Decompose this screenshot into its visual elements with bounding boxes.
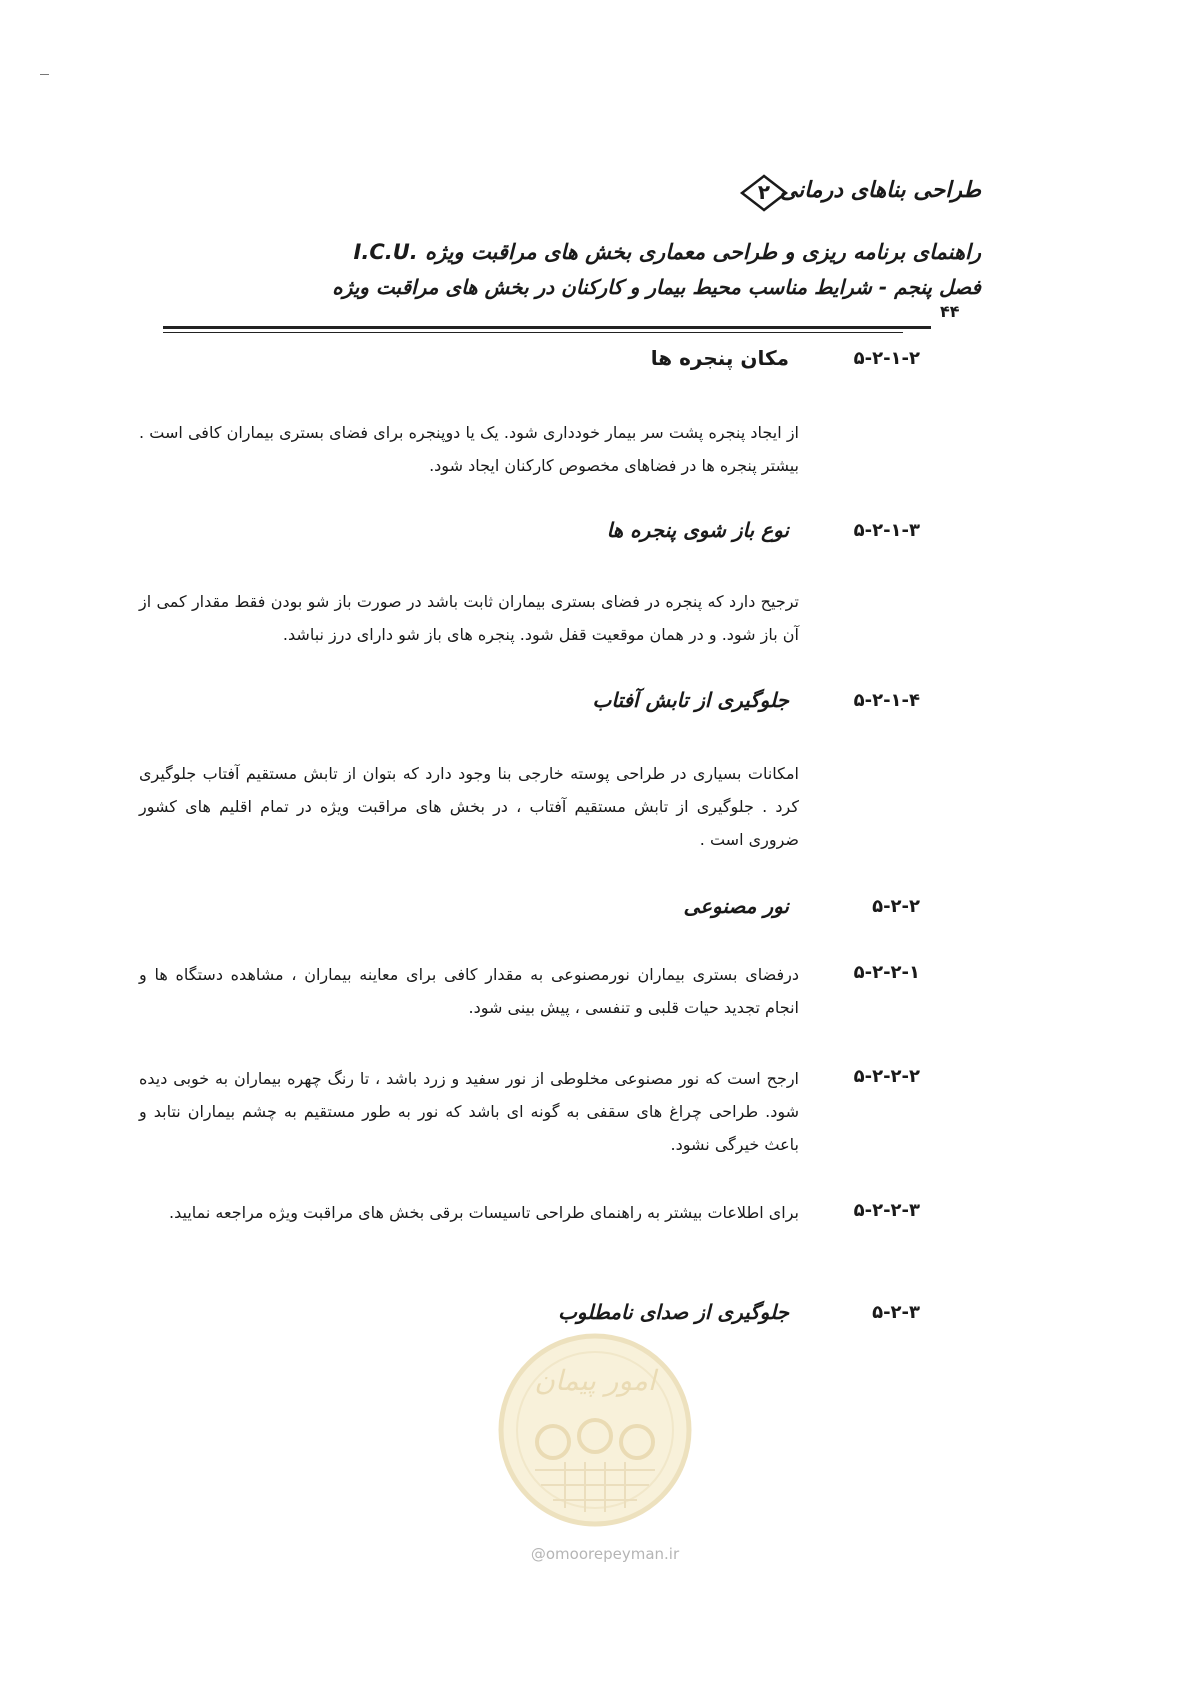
section-number: ۵-۲-۲-۳ <box>853 1200 920 1221</box>
chapter-title: فصل پنجم - شرایط مناسب محیط بیمار و کارکنان در بخش های مراقبت ویژه <box>332 275 981 299</box>
section-title: جلوگیری از تابش آفتاب <box>592 688 789 712</box>
section-number: ۵-۲-۲-۱ <box>853 962 920 983</box>
section-number: ۵-۲-۱-۳ <box>853 520 920 541</box>
seal-icon <box>495 1330 695 1530</box>
scan-mark <box>40 74 49 75</box>
section-paragraph: امکانات بسیاری در طراحی پوسته خارجی بنا وجود دارد که بتوان از تابش مستقیم آفتاب جلوگیری کرد . جلوگیری از تابش مستقیم آفتاب ، در بخش های مراقبت ویژه در تمام اقلیم های کشور ضروری است . <box>139 764 799 849</box>
watermark-text: امور پیمان <box>534 1364 656 1397</box>
volume-number: ۲ <box>757 180 771 204</box>
section-number: ۵-۲-۱-۲ <box>853 348 920 369</box>
volume-badge <box>738 173 790 213</box>
section-paragraph: ترجیح دارد که پنجره در فضای بستری بیماران ثابت باشد در صورت باز شو بودن فقط مقدار کمی از آن باز شود. و در همان موقعیت قفل شود. پنجره های باز شو دارای درز نباشد. <box>139 592 799 644</box>
header-rule-thin <box>163 332 903 333</box>
book-title: طراحی بناهای درمانی <box>779 178 981 203</box>
page-number: ۴۴ <box>940 302 960 321</box>
watermark-seal <box>495 1330 695 1530</box>
section-number: ۵-۲-۲-۲ <box>853 1066 920 1087</box>
section-title: مکان پنجره ها <box>650 346 789 370</box>
section-title: نوع باز شوی پنجره ها <box>606 518 789 542</box>
section-number: ۵-۲-۲ <box>872 896 920 917</box>
section-title: نور مصنوعی <box>683 894 789 918</box>
section-paragraph: ارجح است که نور مصنوعی مخلوطی از نور سفید و زرد باشد ، تا رنگ چهره بیماران به خوبی دیده شود. طراحی چراغ های سقفی به گونه ای باشد که نور به طور مستقیم به چشم بیماران نتابد و باعث خیرگی نشود. <box>139 1069 799 1154</box>
section-title: جلوگیری از صدای نامطلوب <box>558 1300 789 1324</box>
watermark-url: @omoorepeyman.ir <box>530 1545 680 1563</box>
section-paragraph: از ایجاد پنجره پشت سر بیمار خودداری شود. یک یا دوپنجره برای فضای بستری بیماران کافی است . بیشتر پنجره ها در فضاهای مخصوص کارکنان ایجاد شود. <box>139 423 799 475</box>
section-paragraph: برای اطلاعات بیشتر به راهنمای طراحی تاسیسات برقی بخش های مراقبت ویژه مراجعه نمایید. <box>169 1203 799 1222</box>
section-paragraph: درفضای بستری بیماران نورمصنوعی به مقدار کافی برای معاینه بیماران ، مشاهده دستگاه ها و انجام تجدید حیات قلبی و تنفسی ، پیش بینی شود. <box>139 965 799 1017</box>
section-number: ۵-۲-۱-۴ <box>853 690 920 711</box>
section-number: ۵-۲-۳ <box>872 1302 920 1323</box>
guide-title: راهنمای برنامه ریزی و طراحی معماری بخش های مراقبت ویژه .I.C.U <box>353 240 981 264</box>
header-rule <box>163 326 931 329</box>
